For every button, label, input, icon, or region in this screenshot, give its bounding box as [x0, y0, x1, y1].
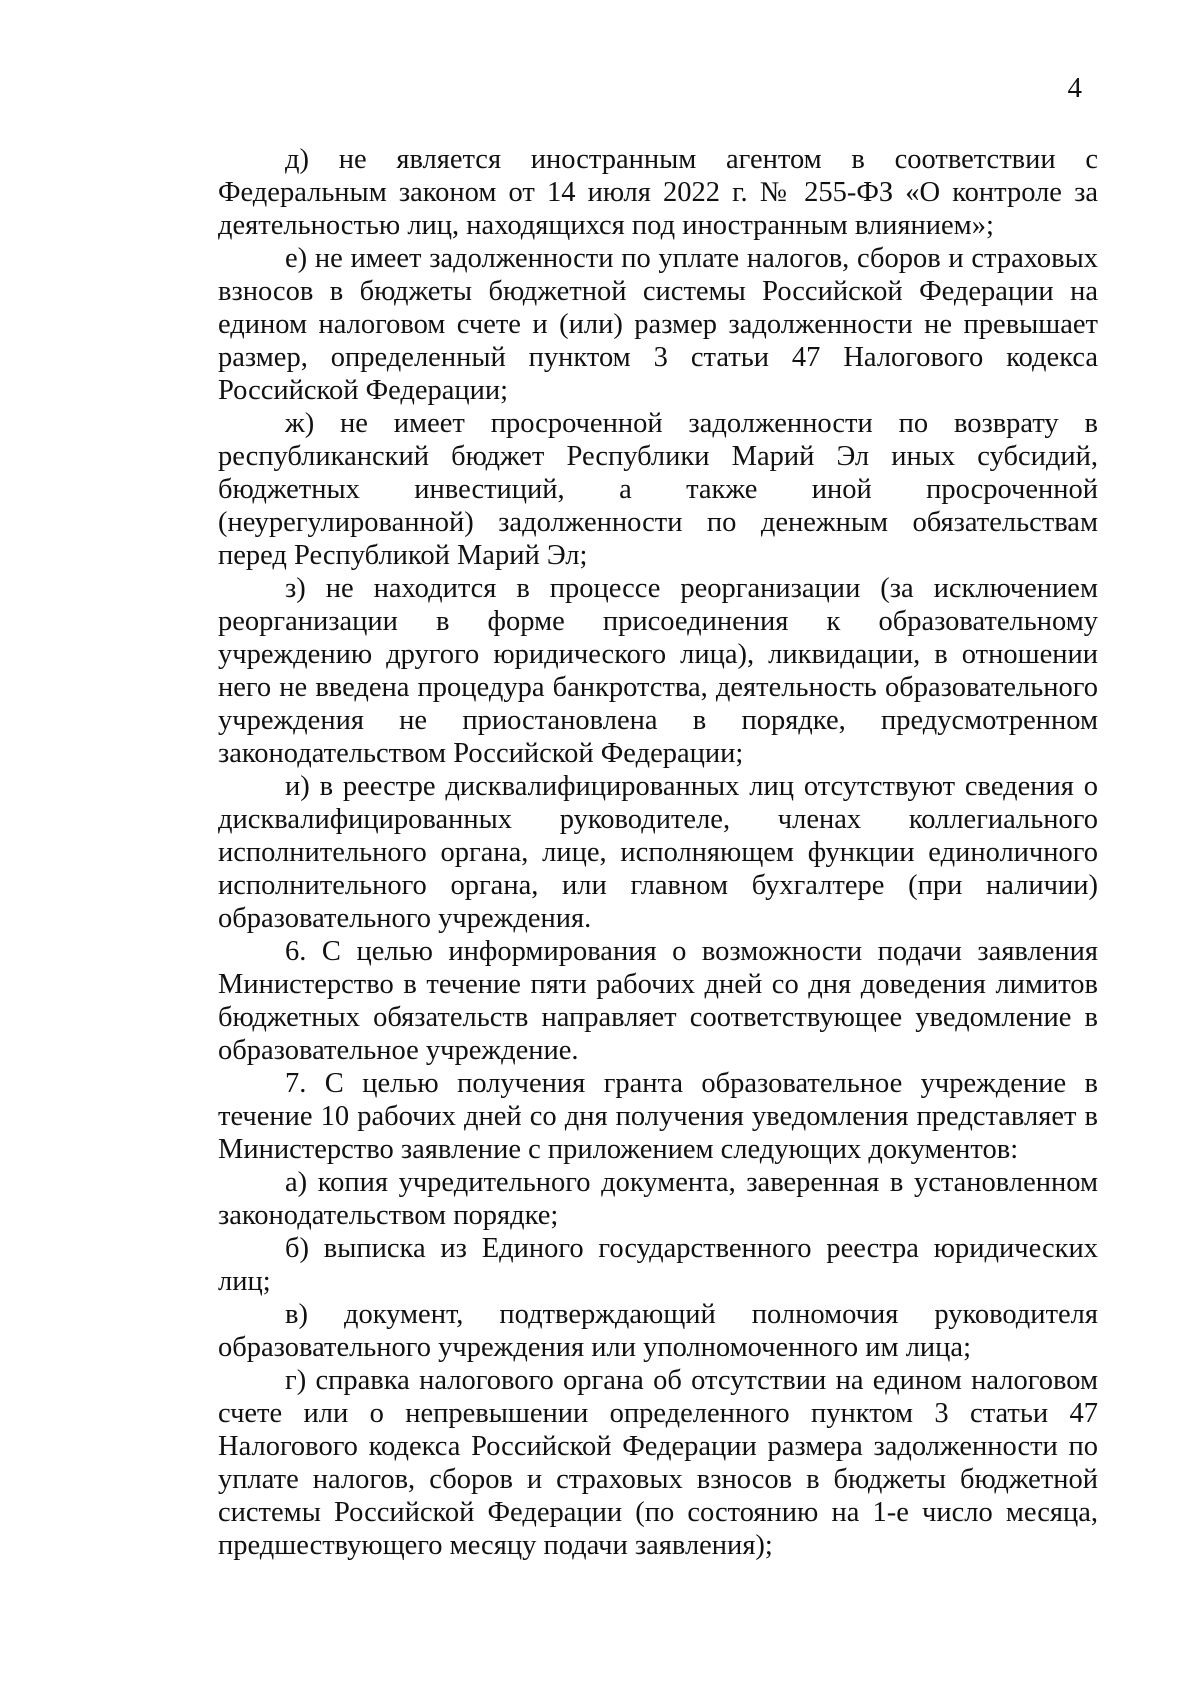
paragraph-a: а) копия учредительного документа, заверенная в установленном законодательством порядке;: [218, 1167, 1098, 1231]
paragraph-g: г) справка налогового органа об отсутствии на едином налоговом счете или о непревышении определенного пунктом 3 статьи 47 Налогового кодекса Российской Федерации размера задолженности по уплате налогов, сборов и страховых взносов в бюджеты бюджетной системы Российской Федерации (по состоянию на 1-е число месяца, предшествующего месяцу подачи заявления);: [218, 1365, 1098, 1561]
paragraph-i: и) в реестре дисквалифицированных лиц отсутствуют сведения о дисквалифицированных руководителе, членах коллегиального исполнительного органа, лице, исполняющем функции единоличного исполнительного органа, или главном бухгалтере (при наличии) образовательного учреждения.: [218, 771, 1098, 934]
paragraph-7: 7. С целью получения гранта образовательное учреждение в течение 10 рабочих дней со дня получения уведомления представляет в Министерство заявление с приложением следующих документов:: [218, 1068, 1098, 1165]
paragraph-d: д) не является иностранным агентом в соответствии с Федеральным законом от 14 июля 2022 г. № 255-ФЗ «О контроле за деятельностью лиц, находящихся под иностранным влиянием»;: [218, 144, 1098, 241]
paragraph-z: з) не находится в процессе реорганизации (за исключением реорганизации в форме присоединения к образовательному учреждению другого юридического лица), ликвидации, в отношении него не введена процедура банкротства, деятельность образовательного учреждения не приостановлена в порядке, предусмотренном законодательством Российской Федерации;: [218, 573, 1098, 769]
paragraph-b: б) выписка из Единого государственного реестра юридических лиц;: [218, 1233, 1098, 1297]
paragraph-v: в) документ, подтверждающий полномочия руководителя образовательного учреждения или уполномоченного им лица;: [218, 1299, 1098, 1363]
paragraph-e: е) не имеет задолженности по уплате налогов, сборов и страховых взносов в бюджеты бюджетной системы Российской Федерации на едином налоговом счете и (или) размер задолженности не превышает размер, определенный пунктом 3 статьи 47 Налогового кодекса Российской Федерации;: [218, 243, 1098, 406]
page-number: 4: [1067, 72, 1082, 104]
paragraph-6: 6. С целью информирования о возможности подачи заявления Министерство в течение пяти рабочих дней со дня доведения лимитов бюджетных обязательств направляет соответствующее уведомление в образовательное учреждение.: [218, 936, 1098, 1066]
paragraph-zh: ж) не имеет просроченной задолженности по возврату в республиканский бюджет Республики Марий Эл иных субсидий, бюджетных инвестиций, а также иной просроченной (неурегулированной) задолженности по денежным обязательствам перед Республикой Марий Эл;: [218, 408, 1098, 571]
document-body: [218, 143, 1098, 1562]
